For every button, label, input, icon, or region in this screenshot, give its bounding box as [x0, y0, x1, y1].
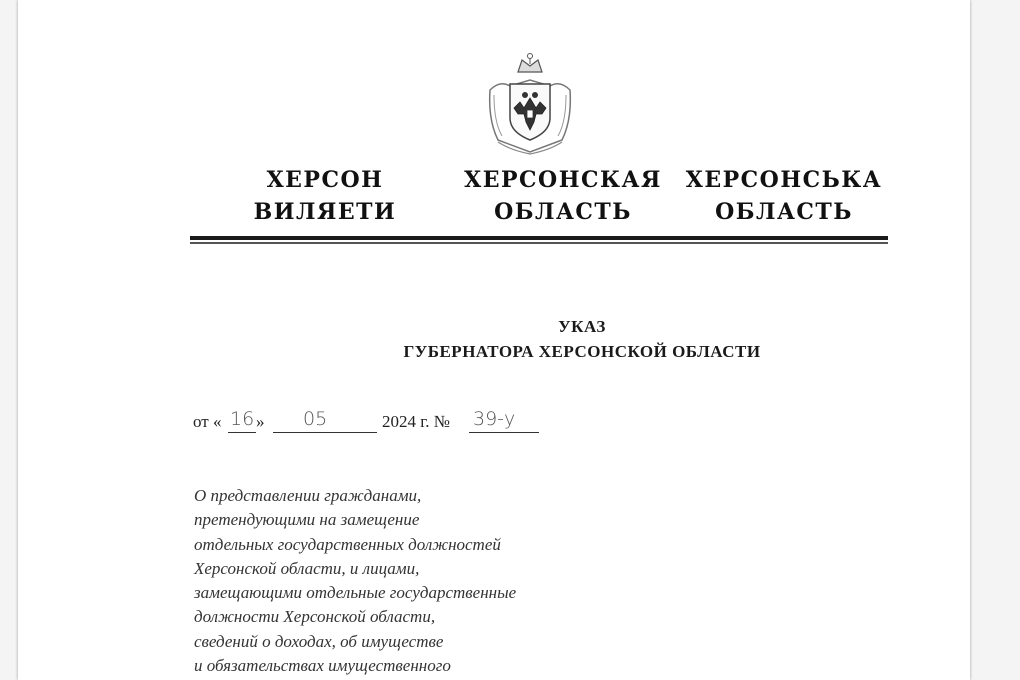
header-region-ukrainian [674, 164, 894, 228]
date-month-handwritten: 05 [303, 408, 328, 430]
month-underline [273, 432, 377, 433]
decree-date-line [193, 408, 593, 442]
date-prefix: от « [193, 412, 222, 431]
header-col2-line1: ХЕРСОНСКАЯ [464, 167, 662, 193]
number-underline [469, 432, 539, 433]
date-year-text: 2024 г. № [382, 412, 451, 431]
subject-line: претендующими на замещение [194, 510, 420, 530]
subject-line: О представлении гражданами, [194, 486, 422, 505]
header-region-crimean-tatar [240, 164, 410, 228]
header-col2-line2: ОБЛАСТЬ [494, 199, 632, 225]
subject-line: сведений о доходах, об имуществе [194, 631, 444, 651]
document-page [18, 0, 970, 680]
decree-title: УКАЗ [558, 317, 606, 336]
header-divider-thick [190, 236, 888, 240]
header-region-russian [448, 164, 678, 228]
subject-line: замещающими отдельные государственные [194, 583, 517, 603]
day-underline [228, 432, 256, 433]
date-close-quote: » [256, 412, 265, 431]
subject-line: Херсонской области, и лицами, [194, 558, 420, 578]
decree-subject [194, 484, 614, 678]
header-divider-thin [190, 242, 888, 244]
subject-line: должности Херсонской области, [194, 607, 436, 627]
subject-line: и обязательствах имущественного [194, 656, 451, 676]
coat-of-arms-icon [480, 50, 580, 156]
date-day-handwritten: 16 [230, 408, 255, 430]
decree-issuer: ГУБЕРНАТОРА ХЕРСОНСКОЙ ОБЛАСТИ [403, 342, 761, 361]
header-col1-line1: ХЕРСОН [266, 167, 384, 193]
decree-number-handwritten: 39-у [473, 408, 516, 430]
header-col1-line2: ВИЛЯЕТИ [253, 199, 397, 225]
subject-line: отдельных государственных должностей [194, 534, 501, 554]
header-col3-line1: ХЕРСОНСЬКА [685, 167, 883, 193]
header-col3-line2: ОБЛАСТЬ [715, 199, 853, 225]
